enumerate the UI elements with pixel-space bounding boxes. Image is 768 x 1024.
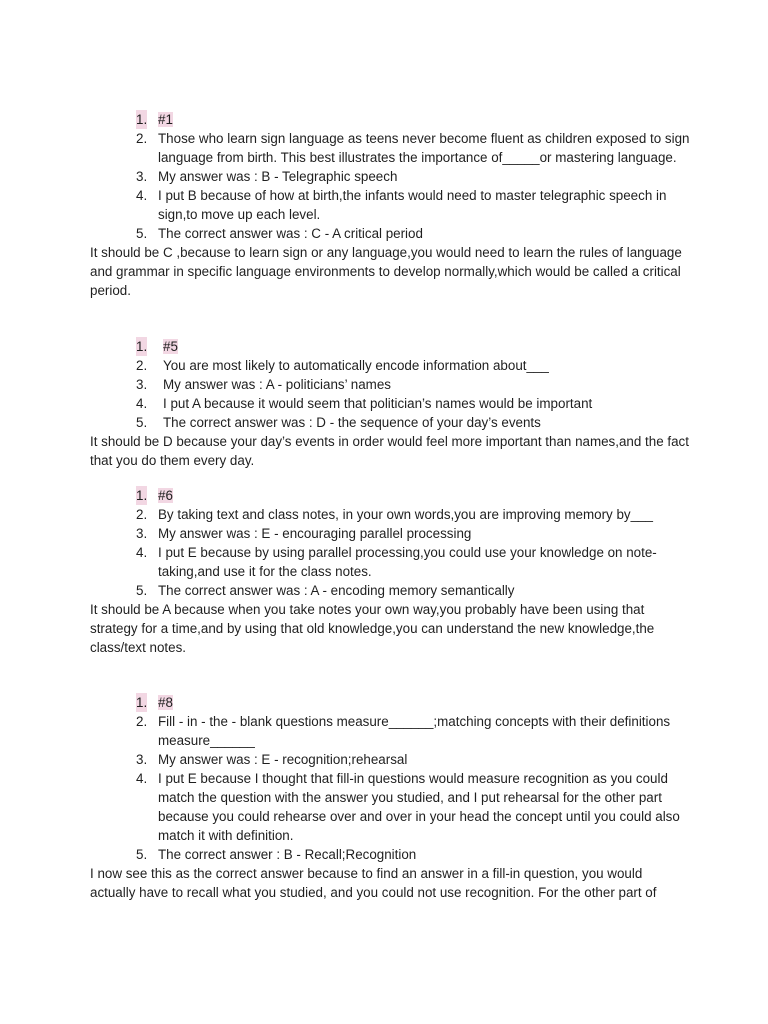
list-number: 5.	[136, 847, 148, 862]
list-number: 5.	[136, 583, 148, 598]
question-number: #1	[158, 112, 173, 127]
list-item	[90, 375, 690, 394]
list-item	[90, 543, 690, 581]
list-item	[90, 581, 690, 600]
reasoning: I put E because I thought that fill-in questions would measure recognition as you could match the question with the answer you studied, and I put rehearsal for the other part because you could rehearse over and over in your head the concept until you could also match it with definition.	[158, 771, 680, 843]
explanation-paragraph: It should be D because your day’s events in order would feel more important than names,and the fact that you do them every day.	[90, 434, 689, 468]
list-item	[90, 186, 690, 224]
list-number: 4.	[136, 545, 148, 560]
explanation-paragraph: It should be A because when you take notes your own way,you probably have been using that strategy for a time,and by using that old knowledge,you can understand the new knowledge,the class/text notes.	[90, 602, 655, 655]
list-item	[90, 129, 690, 167]
question-text: Fill - in - the - blank questions measure______;matching concepts with their definitions measure______	[158, 714, 671, 748]
correct-answer: The correct answer was : C - A critical period	[158, 226, 423, 241]
my-answer: My answer was : B - Telegraphic speech	[158, 169, 398, 184]
question-section-5	[90, 337, 690, 470]
list-item	[90, 769, 690, 845]
reasoning: I put B because of how at birth,the infants would need to master telegraphic speech in sign,to move up each level.	[158, 188, 667, 222]
question-number: #5	[163, 339, 178, 354]
answer-list	[90, 337, 690, 432]
reasoning: I put E because by using parallel processing,you could use your knowledge on note-taking,and use it for the class notes.	[158, 545, 657, 579]
list-number: 3.	[136, 752, 148, 767]
list-number: 3.	[136, 377, 148, 392]
question-number: #8	[158, 695, 173, 710]
question-text: Those who learn sign language as teens never become fluent as children exposed to sign language from birth. This best illustrates the importance of_____or mastering language.	[158, 131, 690, 165]
list-number: 2.	[136, 507, 148, 522]
list-item	[90, 413, 690, 432]
correct-answer: The correct answer was : D - the sequence of your day’s events	[163, 415, 541, 430]
correct-answer: The correct answer was : A - encoding memory semantically	[158, 583, 515, 598]
list-item	[90, 693, 690, 712]
list-number: 1.	[136, 112, 148, 127]
list-number: 5.	[136, 415, 148, 430]
question-text: You are most likely to automatically encode information about___	[163, 358, 549, 373]
list-number: 3.	[136, 169, 148, 184]
list-number: 2.	[136, 131, 148, 146]
list-item	[90, 712, 690, 750]
question-section-6	[90, 486, 690, 657]
list-number: 4.	[136, 771, 148, 786]
answer-list	[90, 486, 690, 600]
my-answer: My answer was : E - encouraging parallel processing	[158, 526, 472, 541]
list-item	[90, 486, 690, 505]
list-number: 2.	[136, 358, 148, 373]
list-number: 1.	[136, 339, 148, 354]
list-item	[90, 505, 690, 524]
list-item	[90, 394, 690, 413]
list-item	[90, 750, 690, 769]
list-item	[90, 845, 690, 864]
correct-answer: The correct answer : B - Recall;Recognition	[158, 847, 417, 862]
list-number: 3.	[136, 526, 148, 541]
list-number: 2.	[136, 714, 148, 729]
question-number: #6	[158, 488, 173, 503]
list-number: 1.	[136, 488, 148, 503]
answer-list	[90, 110, 690, 243]
my-answer: My answer was : A - politicians’ names	[163, 377, 391, 392]
question-section-1	[90, 110, 690, 300]
list-item	[90, 224, 690, 243]
list-item	[90, 356, 690, 375]
question-text: By taking text and class notes, in your own words,you are improving memory by___	[158, 507, 653, 522]
my-answer: My answer was : E - recognition;rehearsal	[158, 752, 408, 767]
list-item	[90, 110, 690, 129]
explanation-paragraph: It should be C ,because to learn sign or any language,you would need to learn the rules of language and grammar in specific language environments to develop normally,which would be called a critical period.	[90, 245, 682, 298]
list-number: 1.	[136, 695, 148, 710]
explanation-paragraph: I now see this as the correct answer because to find an answer in a fill-in question, you would actually have to recall what you studied, and you could not use recognition. For the other part of	[90, 866, 657, 900]
list-item	[90, 524, 690, 543]
reasoning: I put A because it would seem that politician’s names would be important	[163, 396, 593, 411]
question-section-8	[90, 693, 690, 902]
list-number: 5.	[136, 226, 148, 241]
list-number: 4.	[136, 188, 148, 203]
answer-list	[90, 693, 690, 864]
list-number: 4.	[136, 396, 148, 411]
list-item	[90, 167, 690, 186]
list-item	[90, 337, 690, 356]
